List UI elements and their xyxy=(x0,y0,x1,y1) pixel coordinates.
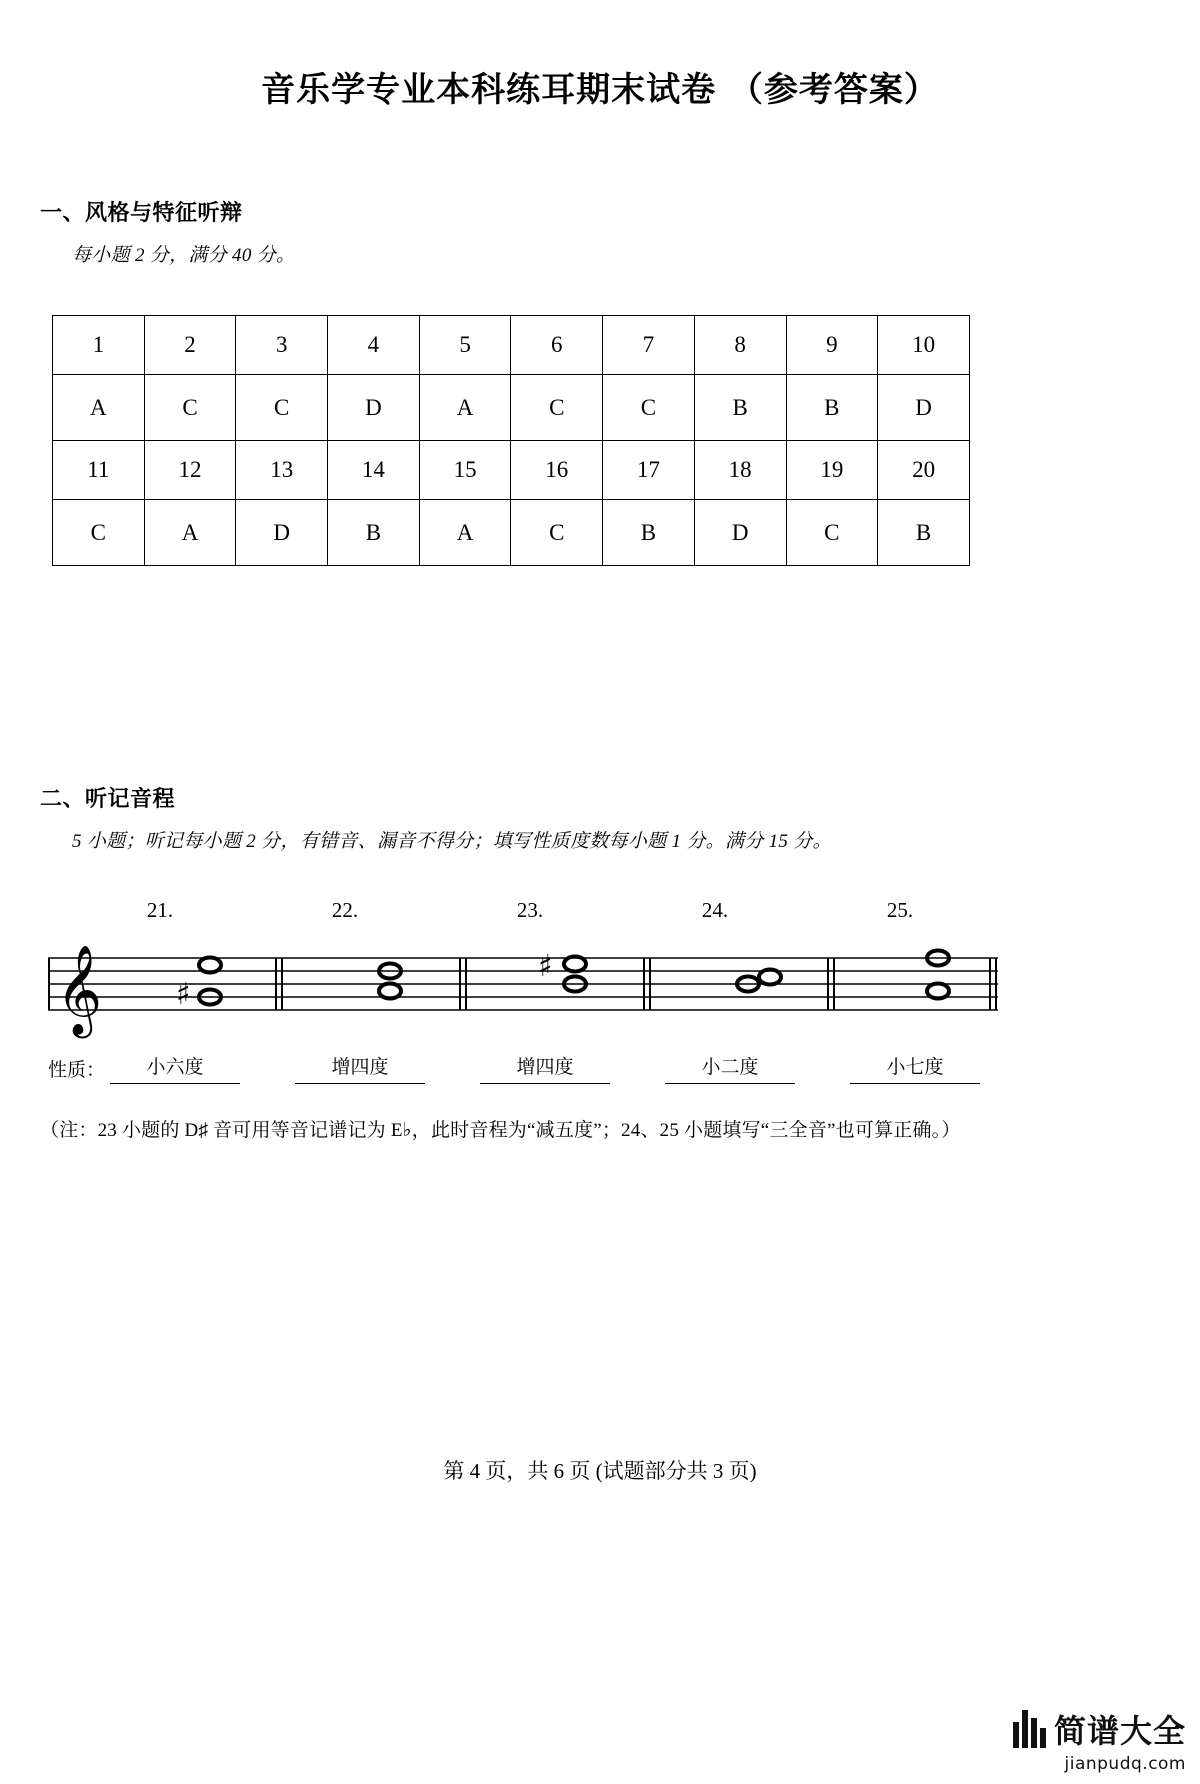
watermark-url: jianpudq.com xyxy=(1064,1754,1186,1774)
table-cell-number: 20 xyxy=(878,441,970,500)
table-cell-answer: C xyxy=(53,500,145,566)
table-cell-number: 2 xyxy=(144,316,236,375)
quality-answer-21: 小六度 xyxy=(110,1052,240,1084)
quality-answer-25: 小七度 xyxy=(850,1052,980,1084)
table-cell-number: 15 xyxy=(419,441,511,500)
measure-22-notes xyxy=(379,964,401,999)
svg-text:𝄞: 𝄞 xyxy=(56,945,103,1035)
table-cell-answer: B xyxy=(878,500,970,566)
table-cell-number: 10 xyxy=(878,316,970,375)
section-2-note: （注：23 小题的 D♯ 音可用等音记谱记为 E♭，此时音程为“减五度”；24、25 小题填写“三全音”也可算正确。） xyxy=(40,1120,961,1141)
svg-text:♯: ♯ xyxy=(538,949,553,984)
measure-label-row xyxy=(0,898,1200,928)
table-cell-answer: A xyxy=(144,500,236,566)
table-cell-number: 16 xyxy=(511,441,603,500)
site-watermark xyxy=(1013,1706,1186,1774)
table-row xyxy=(53,441,970,500)
table-cell-number: 13 xyxy=(236,441,328,500)
table-cell-number: 1 xyxy=(53,316,145,375)
measure-24-notes xyxy=(737,970,781,992)
table-cell-answer: D xyxy=(694,500,786,566)
table-cell-number: 8 xyxy=(694,316,786,375)
quality-answer-22: 增四度 xyxy=(295,1052,425,1084)
table-cell-number: 9 xyxy=(786,316,878,375)
watermark-brand: 简谱大全 xyxy=(1053,1712,1186,1750)
table-cell-number: 7 xyxy=(603,316,695,375)
answer-table xyxy=(52,315,970,566)
table-cell-answer: C xyxy=(236,375,328,441)
section-2-subtitle: 5 小题；听记每小题 2 分，有错音、漏音不得分；填写性质度数每小题 1 分。满分 15 分。 xyxy=(72,831,832,852)
table-cell-number: 18 xyxy=(694,441,786,500)
quality-answer-23: 增四度 xyxy=(480,1052,610,1084)
table-cell-answer: C xyxy=(511,375,603,441)
section-1-subtitle: 每小题 2 分，满分 40 分。 xyxy=(72,245,296,266)
piano-keys-icon xyxy=(1013,1710,1046,1748)
table-cell-answer: C xyxy=(144,375,236,441)
quality-answer-24: 小二度 xyxy=(665,1052,795,1084)
table-cell-answer: A xyxy=(419,500,511,566)
svg-text:♯: ♯ xyxy=(176,977,191,1012)
table-cell-answer: C xyxy=(603,375,695,441)
measure-label-23: 23. xyxy=(516,898,544,922)
table-cell-number: 14 xyxy=(328,441,420,500)
table-cell-answer: D xyxy=(328,375,420,441)
measure-label-24: 24. xyxy=(701,898,729,922)
treble-clef-icon xyxy=(56,945,102,1039)
measure-label-21: 21. xyxy=(146,898,174,922)
table-row xyxy=(53,375,970,441)
table-cell-answer: A xyxy=(53,375,145,441)
table-cell-number: 11 xyxy=(53,441,145,500)
table-cell-number: 17 xyxy=(603,441,695,500)
table-cell-answer: D xyxy=(236,500,328,566)
measure-label-25: 25. xyxy=(886,898,914,922)
table-row xyxy=(53,500,970,566)
page-footer: 第 4 页，共 6 页 (试题部分共 3 页) xyxy=(443,1459,757,1483)
section-2-heading: 二、听记音程 xyxy=(40,787,176,812)
table-cell-answer: A xyxy=(419,375,511,441)
staff-notation-svg xyxy=(48,940,998,1050)
table-cell-number: 19 xyxy=(786,441,878,500)
measure-label-22: 22. xyxy=(331,898,359,922)
table-cell-answer: B xyxy=(603,500,695,566)
table-cell-number: 12 xyxy=(144,441,236,500)
quality-row-label: 性质： xyxy=(48,1059,106,1081)
table-cell-number: 6 xyxy=(511,316,603,375)
section-1-heading: 一、风格与特征听辩 xyxy=(40,201,243,226)
music-staff xyxy=(48,940,998,1050)
table-cell-answer: C xyxy=(786,500,878,566)
table-cell-number: 5 xyxy=(419,316,511,375)
table-cell-answer: B xyxy=(328,500,420,566)
table-cell-number: 3 xyxy=(236,316,328,375)
table-row xyxy=(53,316,970,375)
table-cell-answer: B xyxy=(786,375,878,441)
table-cell-number: 4 xyxy=(328,316,420,375)
table-cell-answer: B xyxy=(694,375,786,441)
page-title: 音乐学专业本科练耳期末试卷 （参考答案） xyxy=(261,70,939,110)
table-cell-answer: D xyxy=(878,375,970,441)
table-cell-answer: C xyxy=(511,500,603,566)
